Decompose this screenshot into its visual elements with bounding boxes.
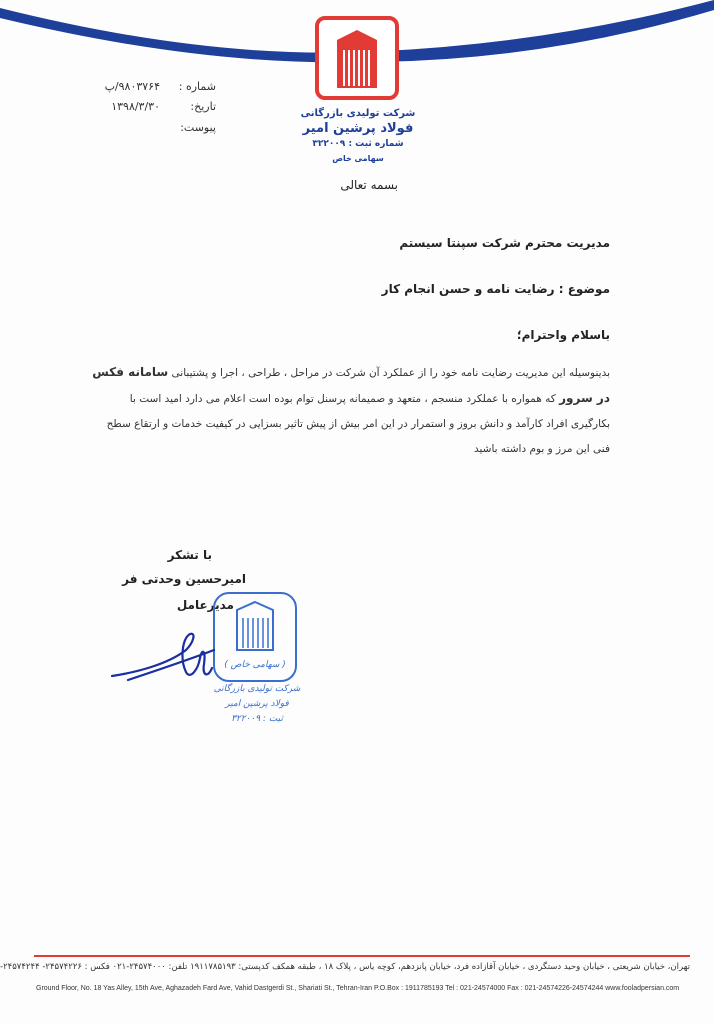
invocation: بسمه تعالی	[340, 178, 398, 192]
letter-number	[100, 80, 216, 96]
company-logo	[315, 16, 399, 100]
stamp-line2: فولاد پرشین امیر	[225, 699, 289, 709]
footer-address-fa: تهران، خیابان شریعتی ، خیابان وحید دستگردی ، خیابان آقازاده فرد، خیابان پانزدهم، کوچه یاس ، پلاک ۱۸ ، طبقه همکف کدپستی: ۱۹۱۱۷۸۵۱۹۳ تلفن: ۲۴۵۷۴۰۰۰-۰۲۱ فکس : ۲۴۵۷۴۲۲۶- ۲۴۵۷۴۲۴۴-	[0, 962, 690, 972]
body-part1: بدینوسیله این مدیریت رضایت نامه خود را از عملکرد آن شرکت در مراحل ، طراحی ، اجرا و پشتیبانی	[171, 367, 610, 379]
company-line1: شرکت تولیدی بازرگانی	[300, 108, 416, 119]
stamp-type: ( سهامی خاص )	[224, 660, 286, 670]
stamp-reg: ثبت : ۳۲۲۰۰۹	[231, 714, 283, 724]
company-name: فولاد پرشین امیر	[302, 121, 414, 136]
signer-title: مدیرعامل	[176, 598, 234, 612]
letter-body	[90, 360, 610, 462]
closing-thanks: با تشکر	[167, 548, 212, 562]
letter-attachment	[100, 121, 216, 137]
stamp-building-icon	[233, 600, 277, 652]
footer-address-en: Ground Floor, No. 18 Yas Alley, 15th Ave, Aghazadeh Fard Ave, Vahid Dastgerdi St., Shariati St., Tehran-Iran P.O.Box : 1911785193 Tel : 021-24574000 Fax : 021-24574226-24574244 www.fooladpersian.com	[36, 985, 680, 992]
company-stamp	[213, 592, 297, 682]
subject: موضوع : رضایت نامه و حسن انجام کار	[381, 282, 610, 296]
greeting: باسلام واحترام؛	[516, 328, 610, 342]
footer-divider	[34, 955, 690, 957]
date-value: ۱۳۹۸/۳/۳۰	[111, 100, 160, 113]
signature	[108, 620, 218, 690]
number-value: ۹۸۰۳۷۶۴/پ	[104, 80, 160, 93]
company-type: سهامی خاص	[332, 154, 384, 163]
recipient: مدیریت محترم شرکت سپنتا سیستم	[399, 236, 610, 250]
registration-number: شماره ثبت : ۳۲۲۰۰۹	[312, 139, 404, 149]
signer-name: امیرحسین وحدتی فر	[122, 572, 246, 586]
body-bold: سامانه فکس در سرور	[92, 365, 610, 405]
date-label: تاریخ:	[190, 100, 216, 113]
stamp-line1: شرکت تولیدی بازرگانی	[213, 684, 301, 694]
letter-date	[100, 100, 216, 116]
attachment-label: پیوست:	[180, 121, 216, 134]
body-part2: که همواره با عملکرد منسجم ، متعهد و صمیمانه پرسنل توام بوده است اعلام می دارد امید است با بکارگیری افراد کارآمد و دانش بروز و استمرار در این امر بیش از پیش تاثیر بسزایی در کیفیت خدمات و ارتقاع سطح فنی این مرز و بوم داشته باشید	[106, 393, 610, 455]
building-icon	[333, 28, 381, 90]
number-label: شماره :	[178, 80, 216, 93]
